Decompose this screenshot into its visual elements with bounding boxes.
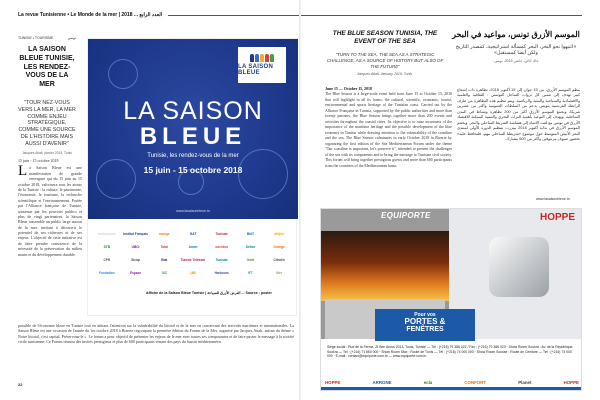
poster-title-line1: LA SAISON [123,97,263,125]
right-en-text: The Blue Season is a large-scale event held from June 15 to October 15, 2018 that will highlight in all its forms: the cultural, scientific, economic, tourist, environmental and sports heritage of the Tunisian coast. Carried out by the Alliance Française in Tunisia, supported by the public authorities and more than twenty partners, the Blue Season brings together more than 200 events and activities throughout the coastal cities. Its objective is to raise awareness of the importance of the maritime heritage and the possible development of the blue economy in Tunisia while drawing attention to the vulnerability of the coastline and the sea. The Blue Season culminates in early October 2018 in Bizerte by organizing the first edition of the Sea Mediterranean Forum under the theme "Our coastline is important, let's preserve it", intended to present the challenges of the sea with its components and to bring the message to Tunisian civil society. This forum will bring together prestigious guests and more than 600 participants from the countries of the Mediterranean basin. [325,92,452,168]
ad-contact-info: Siège social : Rue de la Ferme, ZI Ben Arous 2013, Tunis, Tunisie — Tél : (+216) 79 388 022 / Fax : (+216) 79 388 023 · Show Room Soukra : Av. de la République, Soukra — Tél : (+216) 71 860 000 · Show Room Sfax : Route de Tunis — Tél : (+216) 74 000 000 · Show Room Sousse : Route de Ceinture — Tél : (+216) 73 000 000 · E-mail : contact@equiporte.com.tn — www.equiporte.com.tn [327,345,574,359]
sponsor-logo: UBCI [131,244,140,249]
left-quote-credit: Jacques Attali, janvier 2019, Tunis [22,150,72,155]
sponsor-logos [94,229,292,299]
sponsor-logo: ambassade [98,231,116,236]
door-handle-image [489,237,549,297]
ad-banner-line3: FENÊTRES [406,326,444,333]
coral-decoration [108,59,138,89]
sponsor-logo: Harbours [214,270,229,275]
sponsor-logo: Tunisair [215,257,228,262]
sponsor-logo: orange [158,231,170,236]
sponsor-logo: Institut Français [123,231,148,236]
poster-dates: 15 juin - 15 octobre 2018 [143,165,243,176]
sponsor-logo: STB [103,244,111,249]
sponsor-logo: Citroën [273,257,285,262]
equiporte-advertisement [320,208,582,391]
left-bottom-text: possible de l'économie bleue en Tunisie tout en attirant l'attention sur la vulnérabilité du littoral et de la mer en conservant des activités maritimes et internationales. La Saison Bleue est une occasion de l'année du 1er octobre 2018 à Bizerte regroupant la première édition du Forum de la Mer, organisé par Jacques Attali, autour du thème « Notre littoral, c'est capital. Préservons-le ». Le forum a pour objectif de présenter les enjeux de la mer avec toutes ses composantes et de faire passer le message à la société civile tunisienne. Ce Forum réunira des invités prestigieux et plus de 600 participants venant des pays du bassin méditerranéen. [18,323,294,345]
drop-cap: L [18,163,28,180]
sponsor-logo: UIB [190,270,196,275]
left-pull-quote: "TOUR NEZ-VOUS VERS LA MER, LA MER COMME ENJEU STRATÉGIQUE, COMME UNE SOURCE DE L'HISTOIRE MAIS AUSSI D'AVENIR" [18,99,76,147]
website-link: www.lasaisonbleue.tn [536,197,570,201]
sponsor-logo: Amen [188,244,198,249]
left-article-body [18,158,82,257]
sponsor-logo: Orange [273,244,285,249]
poster-subtitle: Tunisie, les rendez-vous de la mer [147,153,239,160]
sponsor-logo: IFT [248,270,253,275]
sponsor-logo: Biat [161,257,168,262]
right-en-credit: Jacques Attali, January 2019, Tunis. [356,71,414,76]
sponsor-logo: Orbit [246,257,255,262]
sponsor-logo: Tunisair [215,231,228,236]
sponsor-logo: BIAT [246,231,255,236]
ad-banner [375,309,475,341]
header-rule [168,15,582,16]
right-ar-header [452,30,580,63]
right-ar-title: الموسم الأزرق تونس، مواعيد في البحر [452,30,580,39]
ad-banner-line2: PORTES & [404,317,446,326]
sponsor-logo: Fondation [99,270,115,275]
right-en-date: June 15 — October 15, 2018 [325,87,372,91]
left-kicker [18,36,76,40]
sponsor-logo: Sicap [131,257,140,262]
logo-text: LA SAISON BLEUE [238,64,274,76]
ad-partner-logo: HOPPE [325,380,341,385]
ad-partner-logos [325,380,579,385]
page-number: 22 [18,382,23,387]
ad-banner-line1: Pour vos [414,312,436,318]
left-article-title: LA SAISON BLEUE TUNISIE, LES RENDEZ-VOUS DE LA MER [19,46,75,88]
equiporte-logo: EQUIPORTE [381,211,431,220]
ad-partner-logo: ecla [423,380,433,385]
right-ar-credit: جاك أتالي، جانفي 2019، تونس. [493,58,539,63]
ad-partner-logo: ARRONE [372,380,392,385]
fire-image [321,231,449,301]
right-en-title: THE BLUE SEASON TUNISIA, THE EVENT OF THE SEA [332,30,438,45]
saison-bleue-poster [87,38,297,316]
sponsor-logo: Délice [245,244,256,249]
hoppe-logo: HOPPE [539,212,575,223]
right-en-body [325,87,452,169]
poster-caption: Affiche de la Saison Bleue Tunisie | العرض الأزرق للسياحة ... Source : poster [146,291,272,295]
sponsor-logo: Attijari [274,231,285,236]
header-text: La revue Tunisienne • Le Monde de la mer | العدد الرابع ... 2018 [18,12,163,18]
sponsor-logo: GIZ [161,270,167,275]
saison-bleue-logo [238,47,286,83]
page-gutter [299,0,301,400]
right-ar-body: ينظم الموسم الأزرق، من 15 جوان إلى 15 أكتوبر 2018، تظاهرة ذات إشعاع كبير تهدف إلى تثمين كل ثروات الساحل التونسي : الثقافية والعلمية والاقتصادية والسياحية والبيئية والرياضية. ويتم تنظيم هذه التظاهرة من طرف الرابطة الفرنسية بتونس بدعم من السلطات العمومية وأكثر من عشرين شريكا، ويجمع الموسم الأزرق أكثر من 200 تظاهرة ونشاط في المدن الساحلية. ويهدف إلى التوعية بأهمية التراث البحري والتنمية الممكنة للاقتصاد الأزرق في تونس مع لفت الانتباه إلى هشاشة الشريط الساحلي والبحر. ويختتم الموسم الأزرق في بداية أكتوبر 2018 ببنزرت بتنظيم الدورة الأولى لمنتدى البحر الأبيض المتوسط حول موضوع «شريطنا الساحلي مهم، فلنحافظ عليه» بحضور ضيوف مرموقين وأكثر من 600 مشارك. [457,87,581,142]
sponsor-logo: Mer [276,270,282,275]
kicker-en: TUNISIE • TOURISME [18,36,54,40]
kicker-ar: تونس [67,36,76,40]
sponsor-logo: ooredoo [215,244,229,249]
poster-url: www.lasaisonbleue.tn [176,209,210,213]
sponsor-logo: GAT [189,231,197,236]
sponsor-logo: Espace [129,270,142,275]
right-ar-quote: «انتبهوا نحو البحر، البحر كمسألة استراتيجية، كمصدر التاريخ ولكن أيضا كمستقبل» [455,43,577,57]
left-sidebar-column [18,36,76,155]
poster-title [88,99,298,175]
ad-bottom-bar [321,387,582,390]
sponsor-logo: Tunisie Telecom [180,257,206,262]
right-en-quote: "TURN TO THE SEA, THE SEA AS A STRATEGIC CHALLENGE, AS A SOURCE OF HISTORY BUT ALSO OF THE FUTURE" [326,52,444,69]
ad-partner-logo: CONFORT [464,380,487,385]
logo-wave-icon [250,54,274,62]
left-article-text: a Saison Bleue est une manifestation de grande envergure qui du 15 juin au 15 octobre 2018, valorisera tous les atouts de la Tunisie : la culture, le patrimoine, l'économie, le tourisme, la recherche scientifique et l'environnement. Portée par l'Alliance française de Tunisie, soutenue par les pouvoirs publics et plus de vingt partenaires, la Saison Bleue rassemble un public large autour de la mer, invitant à découvrir le potentiel de ses richesses et de ses enjeux. L'objectif de cette initiative est de faire prendre conscience de la nécessité de la préservation du milieu marin et du développement durable. [18,165,82,257]
sponsor-logo: Total [160,244,168,249]
left-article-date: 15 juin - 15 octobre 2018 [18,158,59,163]
sponsor-logo: CPR [103,257,111,262]
ad-partner-logo: HOPPE [563,380,579,385]
right-en-header [325,30,445,76]
poster-title-line2: BLEUE [139,123,247,150]
ad-partner-logo: Planet [518,380,532,385]
